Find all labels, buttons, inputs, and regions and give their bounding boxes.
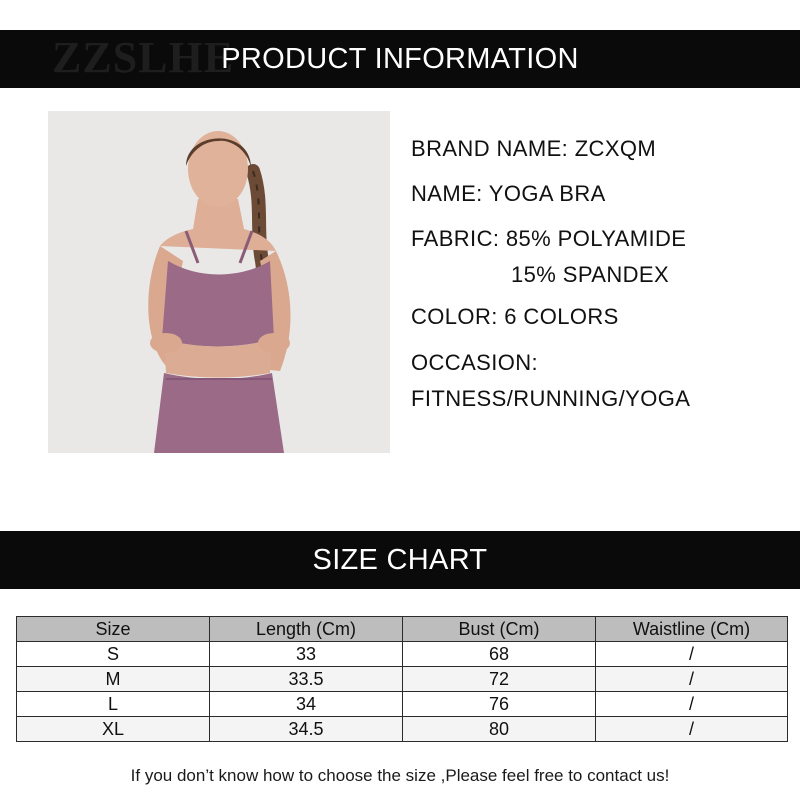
cell-length: 34 [210, 692, 403, 717]
cell-waistline: / [596, 692, 788, 717]
fabric-line: FABRIC: 85% POLYAMIDE [411, 226, 687, 251]
cell-waistline: / [596, 667, 788, 692]
table-row [17, 717, 788, 742]
table-row [17, 642, 788, 667]
model-illustration [48, 111, 390, 453]
cell-size: L [17, 692, 210, 717]
cell-size: M [17, 667, 210, 692]
table-header-row [17, 617, 788, 642]
header-waistline: Waistline (Cm) [596, 617, 788, 642]
cell-waistline: / [596, 642, 788, 667]
product-name-line: NAME: YOGA BRA [411, 181, 606, 206]
contact-note: If you don’t know how to choose the size ,Please feel free to contact us! [130, 766, 670, 785]
cell-bust: 80 [403, 717, 596, 742]
table-row [17, 692, 788, 717]
cell-waistline: / [596, 717, 788, 742]
cell-bust: 68 [403, 642, 596, 667]
size-chart-banner [0, 531, 800, 589]
cell-length: 33 [210, 642, 403, 667]
header-size: Size [17, 617, 210, 642]
table-row [17, 667, 788, 692]
product-info-title: PRODUCT INFORMATION [221, 42, 579, 75]
cell-length: 33.5 [210, 667, 403, 692]
color-line: COLOR: 6 COLORS [411, 304, 619, 329]
header-bust: Bust (Cm) [403, 617, 596, 642]
cell-bust: 72 [403, 667, 596, 692]
cell-bust: 76 [403, 692, 596, 717]
occasion-value: FITNESS/RUNNING/YOGA [411, 386, 691, 411]
size-table [16, 616, 788, 742]
cell-size: XL [17, 717, 210, 742]
occasion-label: OCCASION: [411, 350, 539, 375]
cell-size: S [17, 642, 210, 667]
header-length: Length (Cm) [210, 617, 403, 642]
size-chart-title: SIZE CHART [312, 543, 488, 576]
cell-length: 34.5 [210, 717, 403, 742]
watermark-text: ZZSLHE [52, 33, 235, 82]
product-photo [48, 111, 390, 453]
brand-name-line: BRAND NAME: ZCXQM [411, 136, 657, 161]
fabric-line-continued: 15% SPANDEX [511, 262, 670, 287]
